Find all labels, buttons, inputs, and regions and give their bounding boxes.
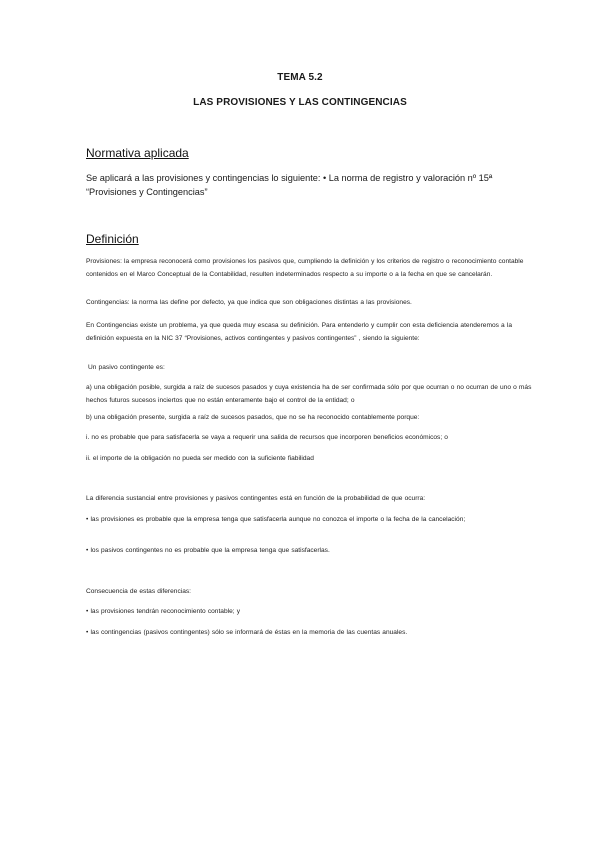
- consecuencia-bullet-contingencias: • las contingencias (pasivos contingentes) sólo se informará de éstas en la memoria de las cuentas anuales.: [86, 629, 408, 636]
- contingencias-paragraph: Contingencias: la norma las define por defecto, ya que indica que son obligaciones distintas a las provisiones.: [86, 299, 412, 306]
- diferencia-bullet-provisiones: • las provisiones es probable que la empresa tenga que satisfacerla aunque no conozca el importe o la fecha de la cancelación;: [86, 516, 466, 523]
- consecuencia-bullet-provisiones: • las provisiones tendrán reconocimiento contable; y: [86, 608, 241, 615]
- section-heading-definicion: Definición: [86, 232, 139, 246]
- list-item-b: b) una obligación presente, surgida a raíz de sucesos pasados, que no se ha reconocido contablemente porque:: [86, 414, 420, 421]
- list-item-a: a) una obligación posible, surgida a raíz de sucesos pasados y cuya existencia ha de ser confirmada sólo por que ocurran o no ocurran de uno o más hechos futuros sucesos inciertos que no están enteramente bajo el control de la entidad; o: [86, 384, 532, 404]
- list-item-i: i. no es probable que para satisfacerla se vaya a requerir una salida de recursos que incorporen beneficios económicos; o: [86, 434, 448, 441]
- list-item-ii: ii. el importe de la obligación no pueda ser medido con la suficiente fiabilidad: [86, 455, 314, 462]
- normativa-paragraph: Se aplicará a las provisiones y contingencias lo siguiente: • La norma de registro y valoración nº 15ª “Provisiones y Contingencias”: [86, 173, 493, 197]
- consecuencia-intro: Consecuencia de estas diferencias:: [86, 588, 191, 595]
- section-heading-normativa: Normativa aplicada: [86, 146, 189, 160]
- diferencia-bullet-pasivos: • los pasivos contingentes no es probable que la empresa tenga que satisfacerlas.: [86, 547, 330, 554]
- pasivo-contingente-intro: Un pasivo contingente es:: [88, 364, 165, 371]
- document-title: TEMA 5.2: [277, 72, 323, 83]
- nic37-paragraph: En Contingencias existe un problema, ya que queda muy escasa su definición. Para entenderlo y cumplir con esta deficiencia atenderemos a la definición expuesta en la NIC 37 “Provisiones, activos contingentes y pasivos contingentes” , siendo la siguiente:: [86, 322, 512, 342]
- document-subtitle: LAS PROVISIONES Y LAS CONTINGENCIAS: [193, 97, 407, 108]
- diferencia-intro: La diferencia sustancial entre provisiones y pasivos contingentes está en función de la probabilidad de que ocurra:: [86, 495, 426, 502]
- provisiones-paragraph: Provisiones: la empresa reconocerá como provisiones los pasivos que, cumpliendo la definición y los criterios de registro o reconocimiento contable contenidos en el Marco Conceptual de la Contabilidad, resulten indeterminados respecto a su importe o a la fecha en que se cancelarán.: [86, 258, 524, 278]
